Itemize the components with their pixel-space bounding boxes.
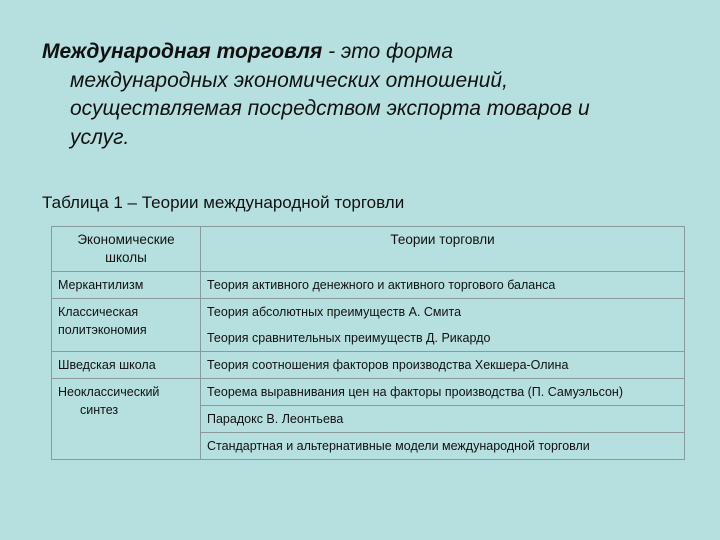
table-row: [52, 272, 685, 299]
definition-line-4: услуг.: [70, 125, 130, 149]
school-cell: Шведская школа: [52, 352, 201, 379]
table-caption: Таблица 1 – Теории международной торговли: [42, 193, 405, 212]
theory-cell: Теория активного денежного и активного торгового баланса: [201, 272, 685, 299]
school-cell: Неоклассический синтез: [52, 379, 201, 460]
table-row: [52, 352, 685, 379]
header-theories: Теории торговли: [201, 227, 685, 272]
theory-cell: Теорема выравнивания цен на факторы производства (П. Самуэльсон): [201, 379, 685, 406]
definition-term: Международная торговля: [42, 40, 323, 63]
theory-cell: Парадокс В. Леонтьева: [201, 406, 685, 433]
school-cell: Меркантилизм: [52, 272, 201, 299]
table-row: [52, 299, 685, 326]
table-row: [52, 379, 685, 406]
definition-line-1: Международная торговля - это форма: [42, 40, 454, 63]
theories-table: [51, 226, 685, 460]
theory-cell: Теория соотношения факторов производства Хекшера-Олина: [201, 352, 685, 379]
school-cell: Классическая политэкономия: [52, 299, 201, 352]
definition-text: [42, 38, 692, 152]
definition-line-2: международных экономических отношений,: [70, 68, 508, 92]
table-header-row: [52, 227, 685, 272]
theory-cell: Теория абсолютных преимуществ А. Смита: [201, 299, 685, 326]
theory-cell: Теория сравнительных преимуществ Д. Рикардо: [201, 325, 685, 352]
header-schools: Экономические школы: [52, 227, 201, 272]
definition-line-3: осуществляемая посредством экспорта товаров и: [70, 97, 590, 120]
theory-cell: Стандартная и альтернативные модели международной торговли: [201, 433, 685, 460]
